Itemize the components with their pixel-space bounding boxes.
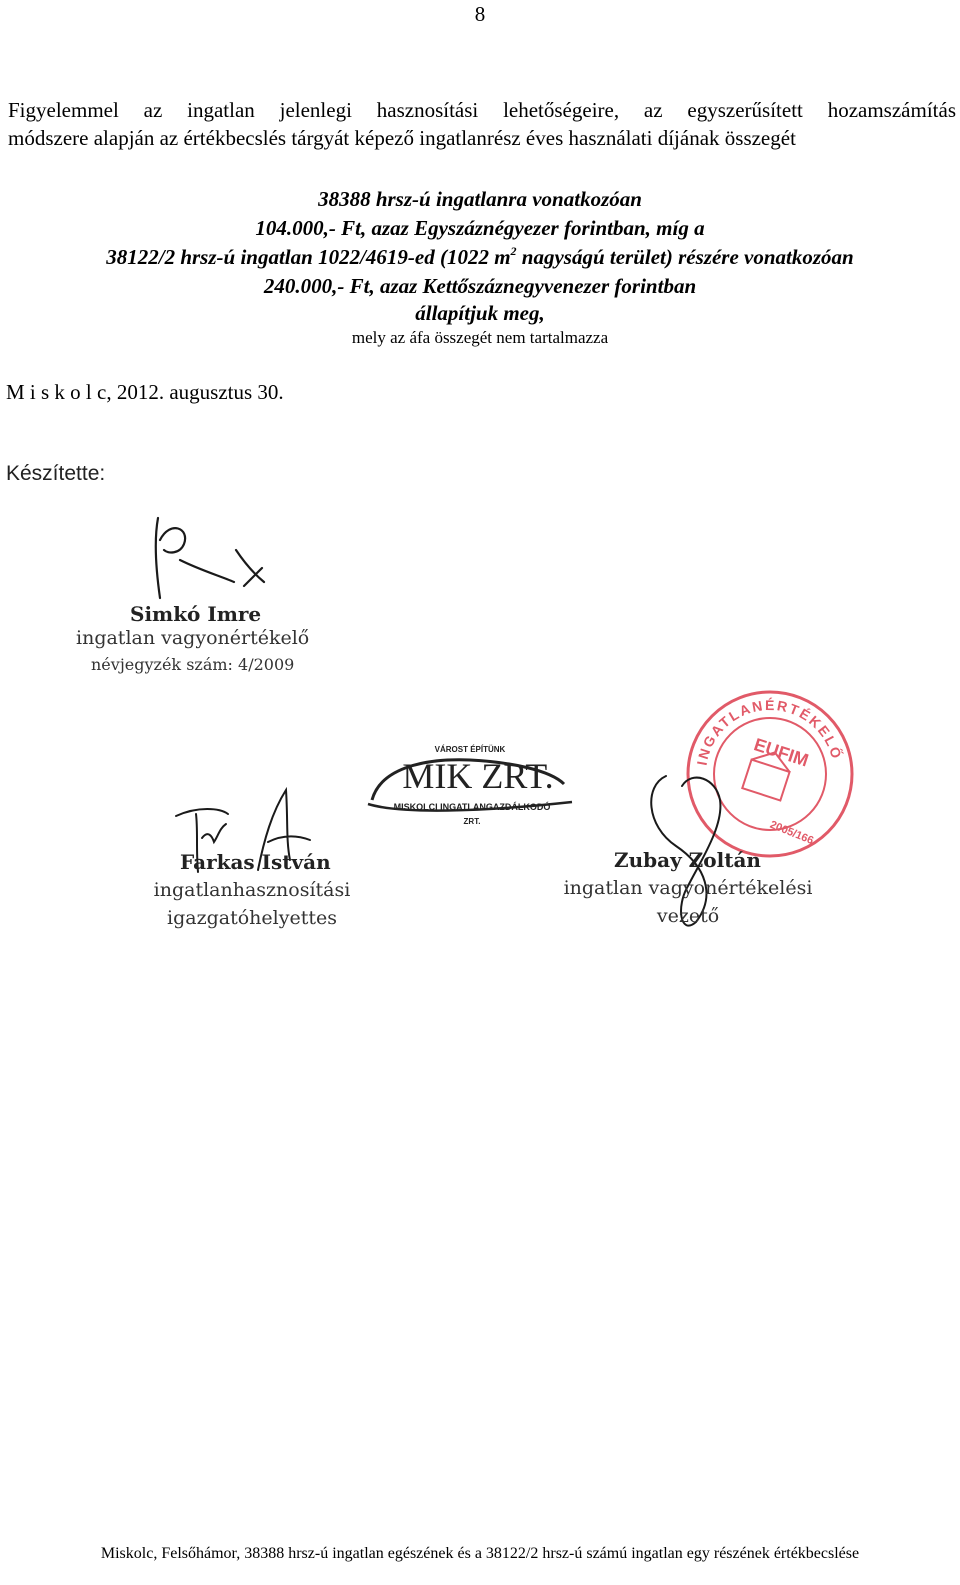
zubay-name: Zubay Zoltán	[614, 848, 761, 872]
page-footer: Miskolc, Felsőhámor, 38388 hrsz-ú ingatlan egészének és a 38122/2 hrsz-ú számú ingatlan egy részének értékbecslése	[100, 1545, 860, 1562]
farkas-role-line-1: ingatlanhasznosítási	[153, 879, 351, 901]
valuation-line-2: 104.000,- Ft, azaz Egyszáznégyezer forintban, míg a	[255, 216, 705, 240]
stamp-number: 2005/166	[768, 818, 816, 848]
zubay-role	[558, 874, 818, 930]
stamp-suffix: ZRT.	[463, 817, 481, 826]
valuation-line-5: állapítjuk meg,	[415, 301, 545, 325]
place-date: M i s k o l c, 2012. augusztus 30.	[6, 380, 284, 404]
valuation-line-1: 38388 hrsz-ú ingatlanra vonatkozóan	[318, 187, 642, 211]
stamp-logo: MIK ZRT.	[402, 756, 554, 796]
farkas-role	[152, 876, 352, 932]
simko-signature	[140, 510, 280, 610]
company-logo-stamp	[360, 740, 580, 840]
intro-paragraph	[8, 96, 956, 152]
square-superscript: 2	[510, 244, 517, 258]
page-number: 8	[474, 2, 486, 26]
simko-name: Simkó Imre	[130, 602, 262, 626]
prepared-by-label: Készítette:	[6, 462, 106, 485]
stamp-center-text: EUFIM	[751, 734, 811, 771]
valuation-line-4: 240.000,- Ft, azaz Kettőszáznegyvenezer forintban	[263, 274, 697, 298]
stamp-full-name: MISKOLCI INGATLANGAZDÁLKODÓ	[393, 802, 551, 812]
vat-note: mely az áfa összegét nem tartalmazza	[351, 328, 609, 347]
stamp-tagline: VÁROST ÉPÍTÜNK	[434, 745, 506, 754]
stamp-ring-text: INGATLANÉRTÉKELŐ	[693, 696, 846, 767]
valuation-line-3-start: 38122/2 hrsz-ú ingatlan 1022/4619-ed (1022 m	[106, 245, 511, 269]
zubay-role-line-2: vezető	[656, 905, 720, 927]
intro-line-2: módszere alapján az értékbecslés tárgyát képező ingatlanrész éves használati díjának összegét	[8, 126, 796, 150]
intro-line-1: Figyelemmel az ingatlan jelenlegi hasznosítási lehetőségeire, az egyszerűsített hozamszámítás	[8, 98, 956, 122]
zubay-role-line-1: ingatlan vagyonértékelési	[563, 877, 813, 899]
farkas-name: Farkas István	[180, 850, 331, 874]
simko-role: ingatlan vagyonértékelő	[76, 627, 310, 649]
valuation-line-3-end: nagyságú terület) részére vonatkozóan	[516, 245, 854, 269]
simko-registry: névjegyzék szám: 4/2009	[91, 655, 295, 674]
valuation-line-3	[0, 244, 960, 270]
farkas-role-line-2: igazgatóhelyettes	[167, 907, 337, 929]
